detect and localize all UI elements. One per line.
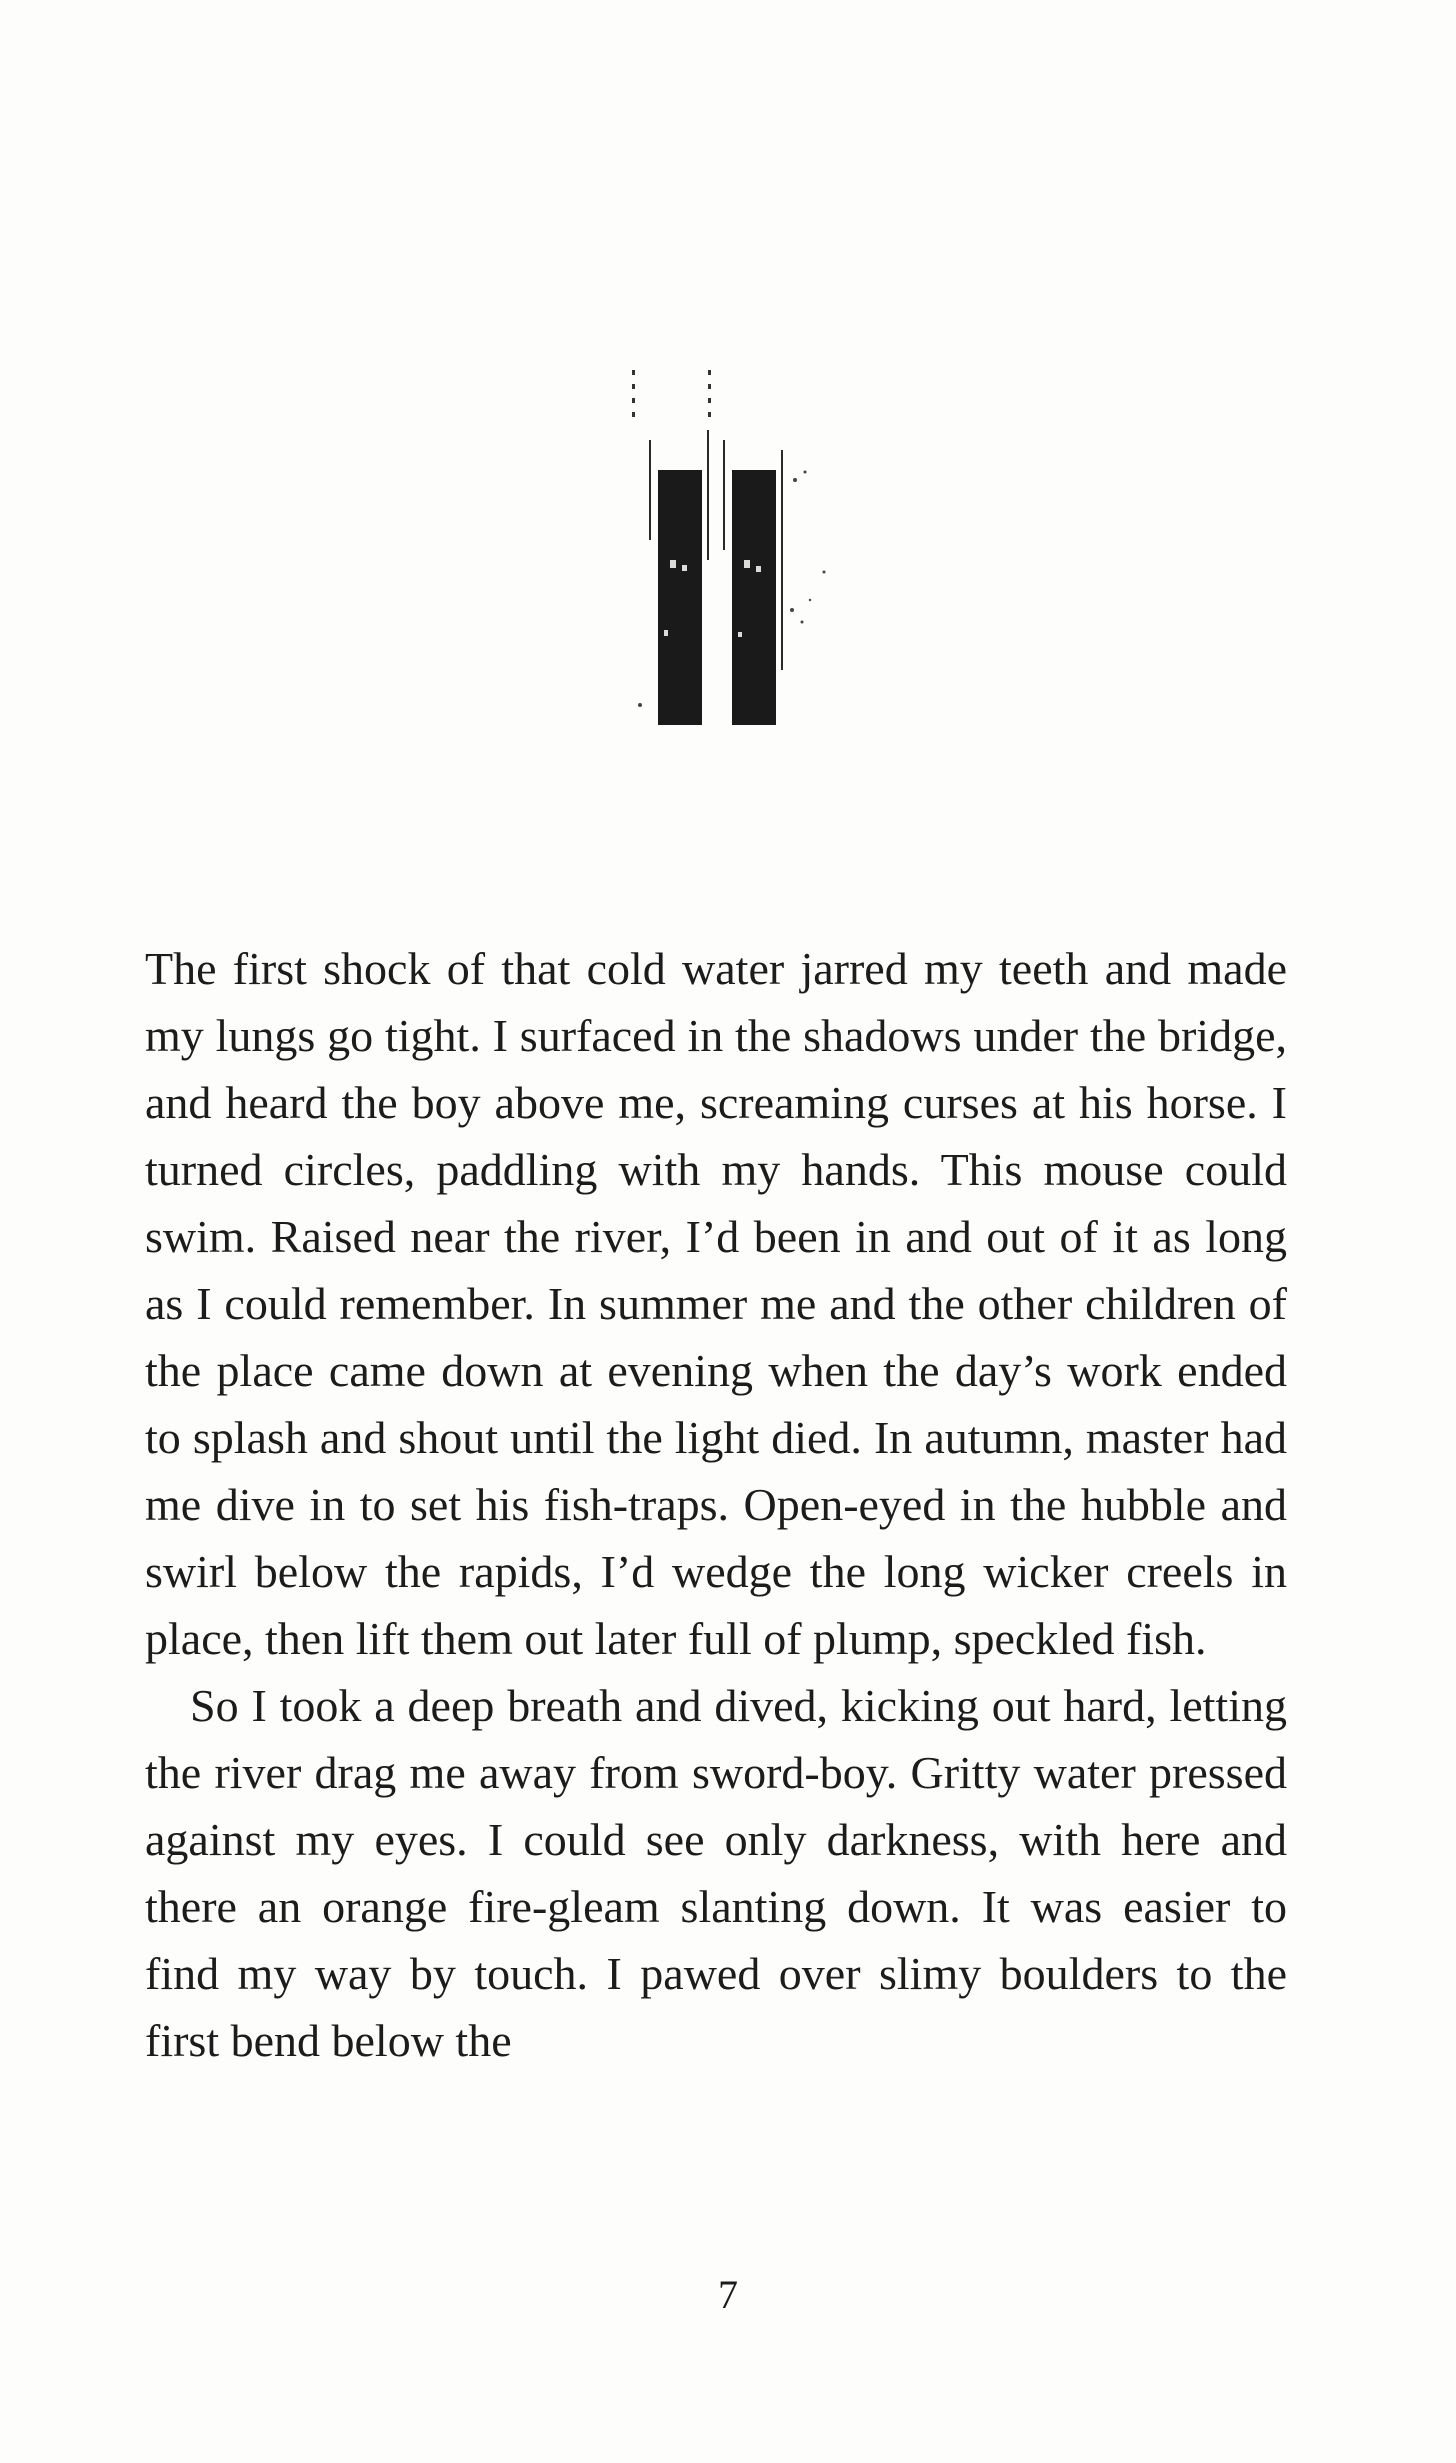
chapter-numeral-ii-icon (620, 360, 850, 740)
paragraph-2: So I took a deep breath and dived, kicking out hard, letting the river drag me away from sword-boy. Gritty water pressed against my eyes. I could see only darkness, with here and there an orange fire-gleam slanting down. It was easier to find my way by touch. I pawed over slimy boulders to the first bend below the (145, 1680, 1287, 2066)
page-number: 7 (718, 2272, 738, 2317)
chapter-numeral-graphic (620, 360, 850, 740)
body-text (145, 935, 1287, 2074)
paragraph-1: The first shock of that cold water jarred my teeth and made my lungs go tight. I surfaced in the shadows under the bridge, and heard the boy above me, screaming curses at his horse. I turned circles, paddling with my hands. This mouse could swim. Raised near the river, I’d been in and out of it as long as I could remember. In summer me and the other children of the place came down at evening when the day’s work ended to splash and shout until the light died. In autumn, master had me dive in to set his fish-traps. Open-eyed in the hubble and swirl below the rapids, I’d wedge the long wicker creels in place, then lift them out later full of plump, speckled fish. (145, 943, 1287, 1664)
